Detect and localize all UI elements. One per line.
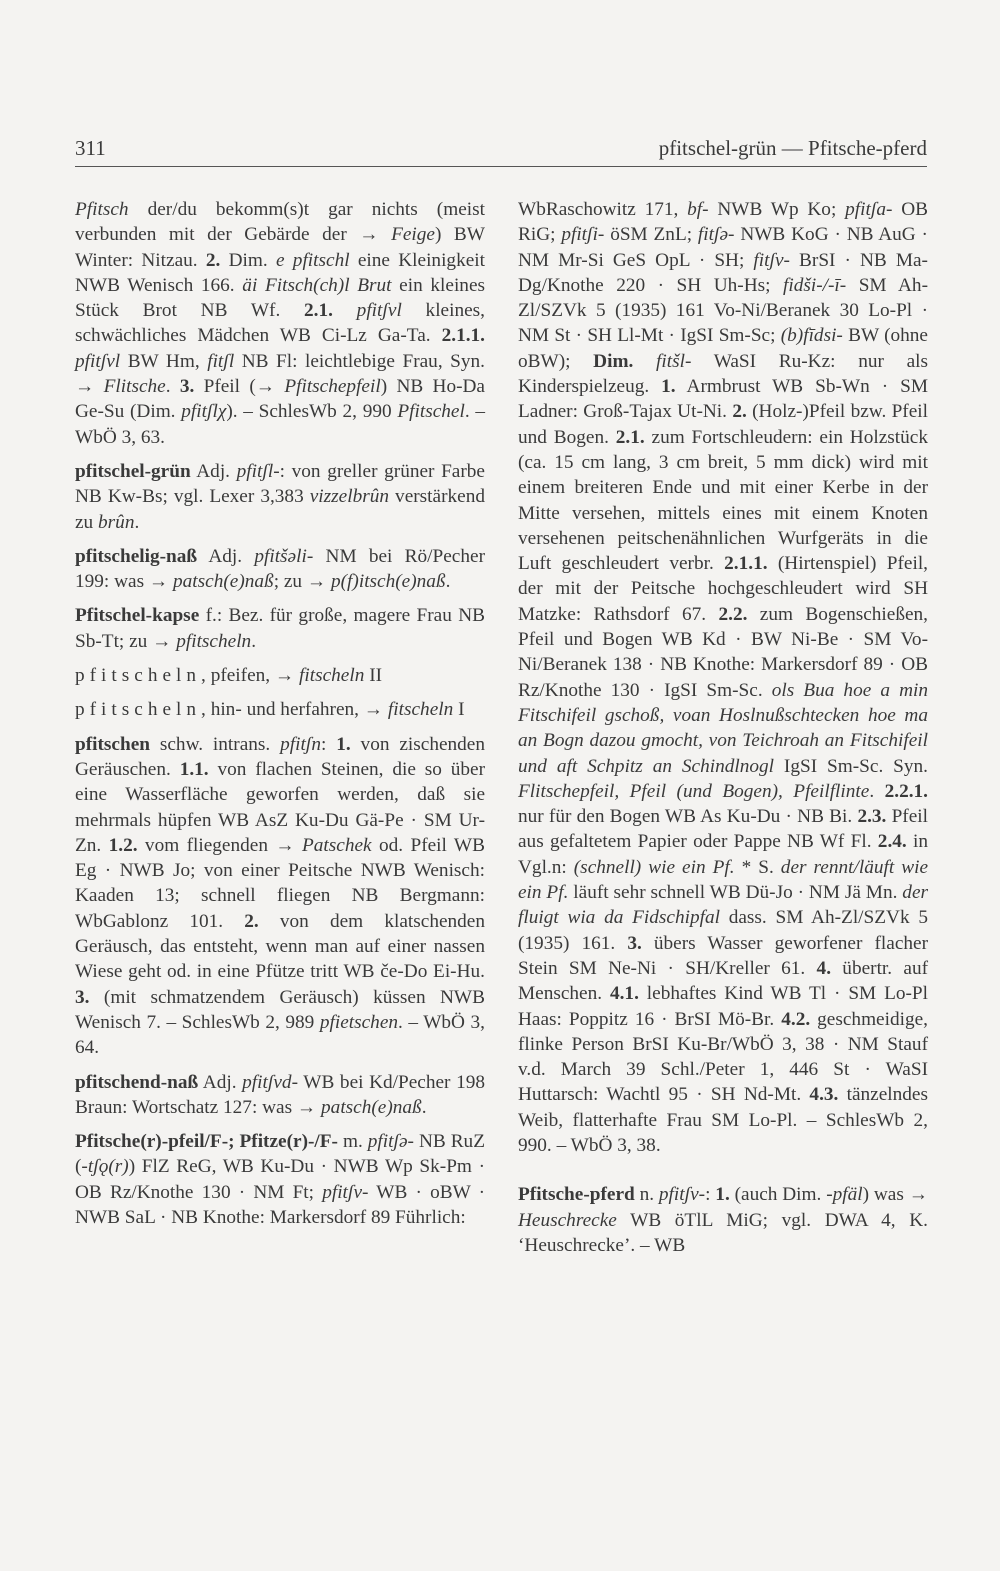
italic-run: pfitʃv- <box>658 1184 706 1206</box>
text-run: ) NB Ho-Da Ge-Su (Dim. <box>75 376 485 423</box>
bold-run: 3. <box>75 986 90 1008</box>
text-run: . <box>134 511 140 533</box>
text-run: * S. <box>734 856 781 878</box>
bold-run: 2.1.1. <box>724 553 768 575</box>
spaced-lemma: pfitscheln <box>75 665 202 687</box>
spaced-lemma: pfitscheln <box>75 699 202 721</box>
text-run: von flachen Steinen, die so über eine Wasserfläche geworfen werden, daß sie mehrmals hüpfen WB AsZ Ku-Du Gä-Pe · SM Ur-Zn. <box>75 758 485 856</box>
text-run: zum Bogenschießen, Pfeil und Bogen WB Kd · BW Ni-Be · SM Vo-Ni/Beranek 138 · NB Knothe: Markersdorf 89 · OB Rz/Knothe 130 · IgSI Sm-Sc. <box>518 603 928 701</box>
text-run: geschmeidige, flinke Person BrSI Ku-Br/WbÖ 3, 38 · NM Stauf v.d. March 39 Schl./Peter 1, 446 St · WaSI Huttarsch: Wachtl 95 · SH Nd-Mt. <box>518 1008 928 1106</box>
text-run: BW (ohne oBW); <box>518 325 928 372</box>
italic-run: Patschek <box>302 834 372 856</box>
text-run: od. Pfeil WB Eg · NWB Jo; von einer Peitsche NWB Wenisch: Kaaden 13; schnell fliegen NB Bergmann: WbGablonz 101. <box>75 834 485 932</box>
italic-run: pfitʃa- <box>845 199 893 220</box>
text-run: : <box>705 1184 716 1206</box>
text-run: I <box>453 699 465 721</box>
bold-run: 4.2. <box>781 1008 811 1030</box>
italic-run: p(f)itsch(e)naß <box>331 571 446 593</box>
entry-pfitschelig-nass <box>75 544 485 595</box>
bold-run: pfitschelig-naß <box>75 545 198 567</box>
text-run: . – WbÖ 3, 64. <box>75 1011 485 1059</box>
text-run: Adj. <box>190 460 237 482</box>
italic-run: Flitsche <box>103 376 166 398</box>
text-run: BW Hm, <box>120 350 208 372</box>
text-run: Pfeil aus gefaltetem Papier oder Pappe NB Wf Fl. <box>518 806 928 853</box>
entry-pfitscheln-fahren <box>75 697 485 722</box>
text-run: . – WbÖ 3, 63. <box>75 401 486 448</box>
italic-run: fitʃə- <box>697 224 735 246</box>
running-head <box>75 136 927 167</box>
text-run: Adj. <box>198 1071 243 1093</box>
bold-run: 2. <box>732 401 747 423</box>
bold-run: 4.3. <box>809 1084 839 1106</box>
italic-run: pfitʃl- <box>236 460 280 482</box>
text-run: (Hirtenspiel) Pfeil, der mit der Peitsche hochgeschleudert wird SH Matzke: Rathsdorf 67. <box>518 553 928 625</box>
text-run <box>333 300 357 321</box>
italic-run: äi Fitsch(ch)l Brut <box>242 274 392 296</box>
italic-run: Heuschrecke <box>518 1209 617 1231</box>
text-run: schw. intrans. <box>150 733 281 755</box>
italic-run: pfitʃvd- <box>242 1071 298 1093</box>
italic-run: e pfitschl <box>275 249 350 271</box>
text-run: WB · oBW · NWB SaL · NB Knothe: Markersdorf 89 Führlich: <box>75 1181 486 1228</box>
text-run: ). – SchlesWb 2, 990 <box>226 401 398 423</box>
italic-run: vizzelbrûn <box>309 486 390 508</box>
text-run: : von greller grüner Farbe NB Kw-Bs; vgl. Lexer 3,383 <box>75 460 485 508</box>
text-run: ; zu → <box>273 571 331 593</box>
text-run: (auch Dim. <box>729 1184 827 1206</box>
text-run: NB Fl: leichtlebige Frau, Syn. → <box>75 350 486 398</box>
italic-run: Pfitschel <box>397 401 465 423</box>
bold-run: 1. <box>336 733 351 755</box>
italic-run: pfitʃlχ <box>181 401 227 423</box>
text-run: BrSI · NB Ma-Dg/Knothe 220 · SH Uh-Hs; <box>518 249 928 296</box>
text-run: der/du bekomm(s)t gar nichts (meist verbunden mit der Gebärde der → <box>75 199 485 246</box>
text-run: . <box>421 1096 427 1118</box>
italic-run: der fluigt wia da Fidschipfal <box>518 882 928 929</box>
text-run: kleines, schwächliches Mädchen WB Ci-Lz Ga-Ta. <box>75 300 485 347</box>
text-run: ) BW Winter: Nitzau. <box>75 224 485 271</box>
text-run: , hin- und herfahren, → <box>201 699 388 721</box>
bold-run: Pfitsche-pferd <box>518 1184 635 1206</box>
bold-run: 2. <box>205 249 221 271</box>
italic-run: fitʃv- <box>753 249 790 271</box>
text-run: . <box>445 571 451 593</box>
text-run: übertr. auf Menschen. <box>518 957 929 1005</box>
text-run: ) FlZ ReG, WB Ku-Du · NWB Wp Sk-Pm · OB Rz/Knothe 130 · NM Ft; <box>75 1156 485 1203</box>
text-run: . <box>165 376 180 398</box>
bold-run: 2.2. <box>718 603 748 625</box>
text-run: II <box>364 665 383 687</box>
italic-run: pfietschen <box>319 1011 399 1033</box>
text-run: ) was → <box>862 1184 928 1206</box>
bold-run: pfitschel-grün <box>75 460 191 482</box>
text-run: IgSI Sm-Sc. Syn. <box>774 755 928 777</box>
text-run: eine Kleinigkeit NWB Wenisch 166. <box>75 249 485 296</box>
text-run: zum Fortschleudern: ein Holzstück (ca. 15 cm lang, 3 cm breit, 5 mm dick) wird mit einem breiteren Ende und mit einer Kerbe in der Mitte versehen, mittels eines mit einem Knoten versehenen peitschenähnlichen Wurfgeräts in die Luft geschleudert verbr. <box>518 426 928 575</box>
italic-run: Pfitsch <box>75 199 129 220</box>
entry-pfitscheln-pfeifen <box>75 663 485 688</box>
text-run: von zischenden Geräuschen. <box>75 733 485 780</box>
italic-run: pfitʃvl <box>75 350 121 372</box>
italic-run: bf- <box>687 199 709 220</box>
text-run: WB bei Kd/Pecher 198 Braun: Wortschatz 127: was → <box>75 1071 485 1118</box>
entry-pfitschend-nass <box>75 1070 485 1121</box>
text-run: . <box>869 780 885 802</box>
italic-run: der rennt/läuft wie ein Pf. <box>518 856 929 904</box>
italic-run: pfitscheln <box>176 630 252 652</box>
italic-run: (b)fīdsi- <box>780 325 843 347</box>
entry-pfitschepfeil <box>75 1129 485 1230</box>
text-run: öSM ZnL; <box>604 224 698 246</box>
right-column <box>518 197 928 1267</box>
italic-run: pfitʃn <box>280 733 321 755</box>
entry-pfitschel-kapse <box>75 603 485 654</box>
text-run: Pfeil (→ <box>194 376 285 398</box>
italic-run: ols Bua hoe a min Fitschifeil gschoß, voan Hoslnußschtecken hoe ma an Bogn dazou gmocht, von Teichroah an Fitschifeil und aft Schpitz an Schindlnogl <box>518 679 928 777</box>
italic-run: pfitʃv- <box>322 1181 369 1203</box>
text-run: NWB KoG · NB AuG · NM Mr-Si GeS OpL · SH; <box>518 224 928 271</box>
bold-run: 2.1. <box>615 426 645 448</box>
bold-run: 2.1. <box>304 300 333 322</box>
text-run: Armbrust WB Sb-Wn · SM Ladner: Groß-Tajax Ut-Ni. <box>518 376 928 423</box>
text-run: tänzelndes Weib, flatterhafte Frau SM Lo-Pl. – SchlesWb 2, 990. – WbÖ 3, 38. <box>518 1084 928 1156</box>
bold-run: 2.1.1. <box>441 325 485 347</box>
italic-run: -pfäl <box>826 1184 863 1206</box>
bold-run: 1.2. <box>108 834 138 856</box>
italic-run: pfitʃi- <box>561 224 605 246</box>
bold-run: 1.1. <box>179 758 209 780</box>
text-run: , pfeifen, → <box>201 665 300 687</box>
text-run: m. <box>337 1131 368 1153</box>
italic-run: brûn <box>98 511 135 533</box>
bold-run: 2.3. <box>857 806 887 828</box>
text-run: verstärkend zu <box>75 486 485 533</box>
entry-pfitschel-gruen <box>75 459 485 535</box>
entry-pfitschepfeil-continued <box>518 197 928 1158</box>
text-run: (mit schmatzendem Geräusch) küssen NWB Wenisch 7. – SchlesWb 2, 989 <box>75 986 485 1033</box>
text-run: WbRaschowitz 171, <box>518 199 688 220</box>
text-run <box>633 351 656 372</box>
entry-pfitsche-pferd <box>518 1182 928 1258</box>
italic-run: Pfitschepfeil <box>284 376 381 398</box>
text-run: NM bei Rö/Pecher 199: was → <box>75 545 485 593</box>
bold-run: Dim. <box>593 350 634 372</box>
text-run: von dem klatschenden Geräusch, das entsteht, wenn man auf einer nassen Wiese geht od. in eine Pfütze tritt WB če-Do Ei-Hu. <box>75 910 485 983</box>
bold-run: Pfitsche(r)-pfeil/F-; Pfitze(r)-/F- <box>75 1131 338 1153</box>
bold-run: pfitschen <box>75 733 150 755</box>
entry-pfitsch-continued <box>75 197 485 450</box>
text-run: übers Wasser geworfener flacher Stein SM Ne-Ni · SH/Kreller 61. <box>518 932 928 979</box>
italic-run: fidši-/-ī- <box>782 274 847 296</box>
text-run: in Vgl.n: <box>518 831 928 878</box>
italic-run: patsch(e)naß <box>321 1096 422 1118</box>
text-run: vom fliegenden → <box>137 834 303 856</box>
italic-run: Feige <box>391 224 435 246</box>
bold-run: 3. <box>627 932 642 954</box>
text-run: WB öTlL MiG; vgl. DWA 4, K. ‘Heuschrecke’. – WB <box>518 1209 928 1256</box>
bold-run: 2.2.1. <box>884 780 928 802</box>
text-run: n. <box>634 1184 659 1206</box>
text-run: . <box>251 630 257 652</box>
text-run: f.: Bez. für große, magere Frau NB Sb-Tt; zu → <box>75 605 485 652</box>
italic-run: Flitschepfeil, Pfeil (und Bogen), Pfeilflinte <box>518 780 870 802</box>
italic-run: -tʃǫ(r) <box>81 1156 129 1178</box>
italic-run: fitscheln <box>299 665 365 687</box>
bold-run: 3. <box>179 376 195 398</box>
entry-pfitschen <box>75 732 485 1061</box>
text-run: Adj. <box>197 545 255 567</box>
italic-run: pfitšəli- <box>254 545 314 567</box>
italic-run: fitšl- <box>656 350 692 372</box>
text-run: NWB Wp Ko; <box>708 199 846 220</box>
running-head-title: pfitschel-grün — Pfitsche-pferd <box>658 136 927 160</box>
text-run: (Holz-)Pfeil bzw. Pfeil und Bogen. <box>518 401 928 448</box>
italic-run: pfitʃvl <box>356 300 402 322</box>
bold-run: 1. <box>661 376 676 398</box>
text-run: dass. SM Ah-Zl/SZVk 5 (1935) 161. <box>518 907 928 954</box>
page-number: 311 <box>75 136 106 160</box>
text-run: läuft sehr schnell WB Dü-Jo · NM Jä Mn. <box>568 882 903 904</box>
bold-run: 1. <box>715 1184 730 1206</box>
left-column <box>75 197 485 1239</box>
bold-run: 2.4. <box>877 831 907 853</box>
text-run: NB RuZ ( <box>75 1131 485 1178</box>
text-run: Dim. <box>220 249 276 271</box>
text-run: lebhaftes Kind WB Tl · SM Lo-Pl Haas: Poppitz 16 · BrSI Mö-Br. <box>518 983 928 1030</box>
text-run: OB RiG; <box>518 199 928 246</box>
text-run: nur für den Bogen WB As Ku-Du · NB Bi. <box>518 806 858 828</box>
bold-run: Pfitschel-kapse <box>75 605 200 627</box>
bold-run: pfitschend-naß <box>75 1071 199 1093</box>
italic-run: fitscheln <box>387 699 454 721</box>
italic-run: pfitʃə- <box>367 1131 414 1153</box>
italic-run: patsch(e)naß <box>173 571 274 593</box>
text-run: : <box>320 733 337 755</box>
bold-run: 2. <box>244 910 259 932</box>
italic-run: fitʃl <box>207 350 235 372</box>
text-run: WaSI Ru-Kz: nur als Kinderspielzeug. <box>518 350 928 398</box>
italic-run: (schnell) wie ein Pf. <box>573 856 735 878</box>
text-run: ein kleines Stück Brot NB Wf. <box>75 274 486 322</box>
bold-run: 4. <box>816 957 832 979</box>
text-run: SM Ah-Zl/SZVk 5 (1935) 161 Vo-Ni/Beranek 30 Lo-Pl · NM St · SH Ll-Mt · IgSI Sm-Sc; <box>518 274 928 347</box>
bold-run: 4.1. <box>609 983 639 1005</box>
